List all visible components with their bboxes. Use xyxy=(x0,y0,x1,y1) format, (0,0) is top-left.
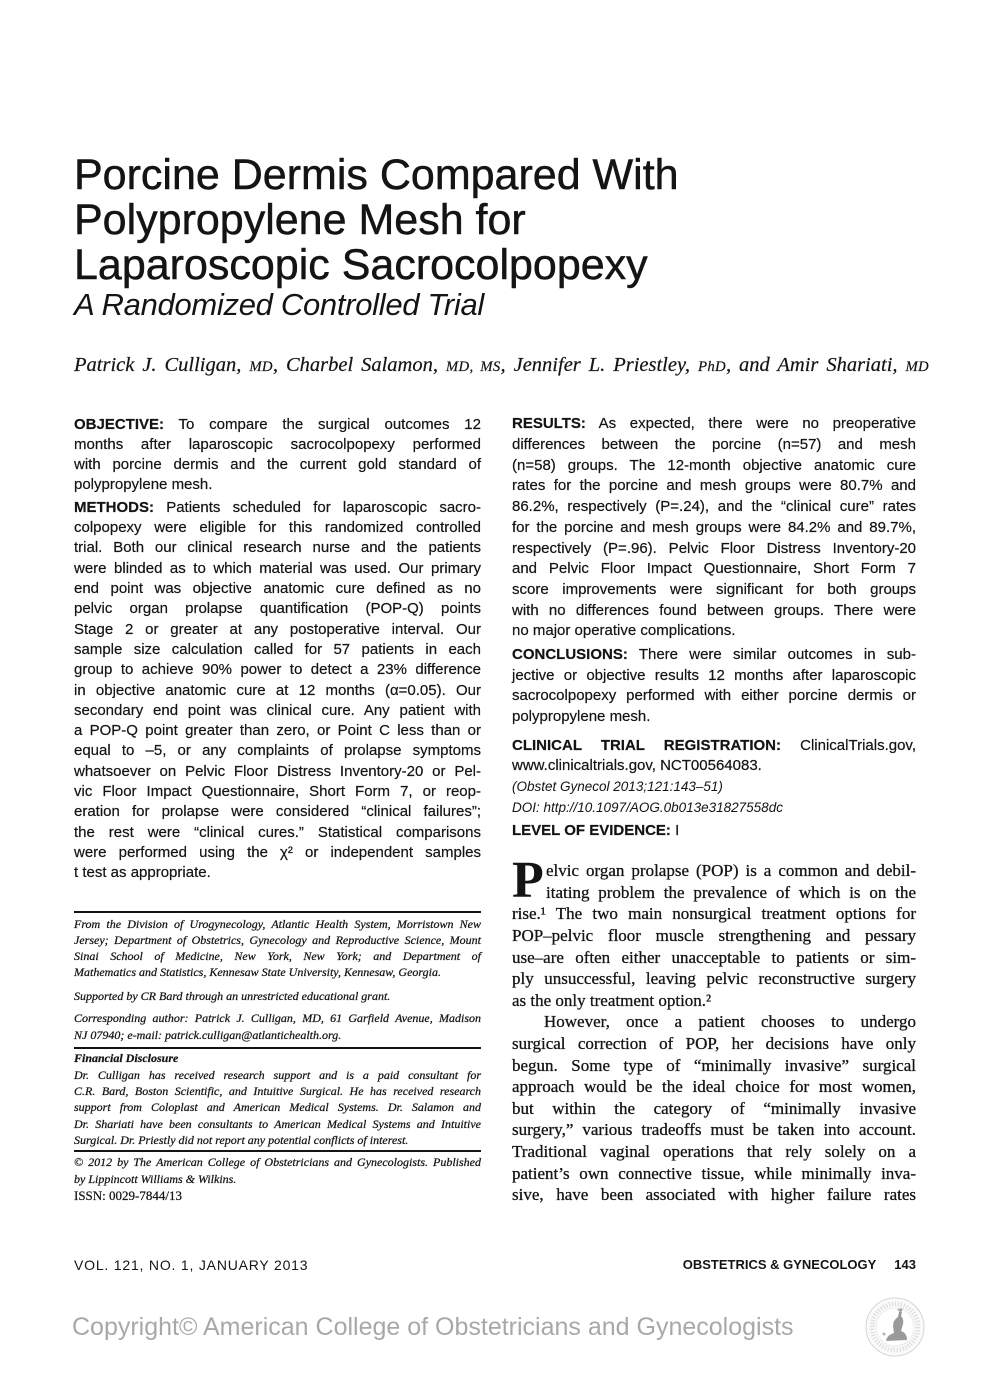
journal-name: OBSTETRICS & GYNECOLOGY xyxy=(682,1257,877,1272)
text-line: equal to –5, or any complaints of prolapse symptoms xyxy=(74,742,481,760)
text-line: vic Floor Impact Questionnaire, Short Form 7, or reop- xyxy=(74,783,481,801)
text-line: were blinded as to which material was used. Our primary xyxy=(74,559,481,577)
title-line: Laparoscopic Sacrocolpopexy xyxy=(74,241,648,289)
text-line: NJ 07940; e-mail: patrick.culligan@atlantichealth.org. xyxy=(74,1027,342,1042)
text-line: rates for the porcine and mesh groups were 80.7% and xyxy=(512,477,916,495)
text-line: differences between the porcine (n=57) and mesh xyxy=(512,436,916,453)
article-title xyxy=(74,153,679,288)
text-line: Corresponding author: Patrick J. Culligan, MD, 61 Garfield Avenue, Madison xyxy=(74,1011,481,1026)
affiliations xyxy=(74,916,481,981)
text-line: by Lippincott Williams & Wilkins. xyxy=(74,1171,237,1186)
abstract-left-column xyxy=(74,415,481,884)
text-line: pelvic organ prolapse quantification (POP-Q) points xyxy=(74,600,481,618)
author-degrees: MD xyxy=(905,359,930,375)
text-line: for the porcine and mesh groups were 84.2% and 89.7%, xyxy=(512,518,916,536)
text-line: jective or objective results 12 months after laparoscopic xyxy=(512,666,916,684)
journal-citation: (Obstet Gynecol 2013;121:143–51) xyxy=(512,779,723,795)
text-line: trial. Both our clinical research nurse and the patients xyxy=(74,539,481,557)
text-line: approach would be the ideal choice for most women, xyxy=(512,1077,916,1097)
author-name: Amir Shariati, xyxy=(777,354,898,376)
text-line: www.clinicaltrials.gov, NCT00564083. xyxy=(512,757,762,775)
text-line: C.R. Bard, Boston Scientific, and Intuitive Surgical. He has received research xyxy=(74,1083,481,1098)
text-line: in objective anatomic cure at 12 months (α=0.05). Our xyxy=(74,681,481,699)
doi: DOI: http://10.1097/AOG.0b013e31827558dc xyxy=(512,799,783,815)
text-line: polypropylene mesh. xyxy=(512,708,651,726)
divider xyxy=(74,1150,481,1152)
text-line: rise.¹ The two main nonsurgical treatment options for xyxy=(512,904,916,924)
divider xyxy=(74,1047,481,1049)
text-line: 86.2%, respectively (P=.24), and the “clinical cure” rates xyxy=(512,498,916,516)
level-of-evidence-label: LEVEL OF EVIDENCE: xyxy=(512,822,671,840)
copyright-notice xyxy=(74,1154,481,1187)
text-line: Mathematics and Statistics, Kennesaw State University, Kennesaw, Georgia. xyxy=(74,965,441,980)
abstract-methods xyxy=(74,498,481,884)
text-line: (n=58) groups. The 12-month objective anatomic cure xyxy=(512,456,916,474)
financial-disclosure-heading: Financial Disclosure xyxy=(74,1051,179,1066)
text-line: sive, have been associated with higher failure rates xyxy=(512,1185,916,1205)
text-line: group to achieve 90% power to detect a 23% difference xyxy=(74,661,481,679)
text-line: with porcine dermis and the current gold standard of xyxy=(74,456,481,474)
page-number: 143 xyxy=(894,1257,916,1272)
author-degrees: MD, MS xyxy=(445,359,501,375)
drop-cap: P xyxy=(512,852,544,909)
text-line: begun. Some type of “minimally invasive” surgical xyxy=(512,1055,916,1075)
text-line: respectively (P=.96). Pelvic Floor Distress Inventory-20 xyxy=(512,539,916,557)
text-line: the rest were “clinical cures.” Statistical comparisons xyxy=(74,823,481,841)
text-line: no major operative complications. xyxy=(512,622,736,640)
text-line: CONCLUSIONS: There were similar outcomes in sub- xyxy=(512,646,916,664)
text-line: elvic organ prolapse (POP) is a common and debil- xyxy=(546,861,916,881)
text-line: POP–pelvic floor muscle strengthening and pessary xyxy=(512,926,916,946)
author-degrees: PhD xyxy=(698,359,726,375)
text-line: support from Coloplast and American Medical Systems. Dr. Salamon and xyxy=(74,1100,481,1115)
text-line: Stage 2 or greater at any postoperative interval. Our xyxy=(74,620,481,638)
abstract-right-column xyxy=(512,414,916,841)
section-label: RESULTS: xyxy=(512,415,586,433)
abstract-objective xyxy=(74,415,481,496)
text-line: colpopexy were eligible for this randomized controlled xyxy=(74,519,481,537)
author-separator: , and xyxy=(725,354,770,376)
text-line: eration for prolapse were considered “clinical failures”; xyxy=(74,803,481,821)
abstract-results xyxy=(512,414,916,642)
text-line: a POP-Q point greater than zero, or Point C less than or xyxy=(74,722,481,740)
footnotes xyxy=(74,911,481,1205)
author-name: Patrick J. Culligan, xyxy=(74,354,242,376)
section-label: CONCLUSIONS: xyxy=(512,646,628,664)
title-line: Polypropylene Mesh for xyxy=(74,196,526,244)
section-label: CLINICAL TRIAL REGISTRATION: xyxy=(512,736,782,754)
article-subtitle: A Randomized Controlled Trial xyxy=(74,287,484,322)
text-line: Sinai School of Medicine, New York, New York; and Department of xyxy=(74,949,481,964)
text-line: surgical correction of POP, her decisions have only xyxy=(512,1034,916,1054)
corresponding-author xyxy=(74,1010,481,1043)
text-line: Traditional vaginal operations that rely solely on a xyxy=(512,1142,916,1162)
text-line: Surgical. Dr. Priestly did not report any potential conflicts of interest. xyxy=(74,1132,409,1147)
running-footer xyxy=(683,1257,916,1273)
text-line: Supported by CR Bard through an unrestricted educational grant. xyxy=(74,989,391,1004)
text-line: surgery,” various tradeoffs must be taken into account. xyxy=(512,1120,916,1140)
funding-statement xyxy=(74,988,481,1004)
text-line: end point was objective anatomic cure defined as no xyxy=(74,580,481,598)
author-name: Jennifer L. Priestley, xyxy=(513,354,691,376)
text-line: itating problem the prevalence of which is on the xyxy=(546,882,916,902)
title-line: Porcine Dermis Compared With xyxy=(74,151,679,199)
text-line: but within the category of “minimally invasive xyxy=(512,1098,916,1118)
text-line: with no differences found between groups. There were xyxy=(512,601,916,619)
text-line: secondary end point was clinical cure. Any patient with xyxy=(74,701,481,719)
author-name: Charbel Salamon, xyxy=(285,354,438,376)
text-line: ply unsuccessful, leaving pelvic reconstructive surgery xyxy=(512,969,916,989)
acog-seal-icon xyxy=(864,1296,926,1358)
divider xyxy=(74,911,481,913)
financial-disclosure-text xyxy=(74,1067,481,1148)
abstract-conclusions xyxy=(512,645,916,728)
body-paragraph xyxy=(512,1011,916,1205)
author-degrees: MD xyxy=(249,359,273,375)
text-line: t test as appropriate. xyxy=(74,864,211,882)
body-text xyxy=(512,860,916,1206)
text-line: Jersey; Department of Obstetrics, Gynecology and Reproductive Science, Mount xyxy=(74,932,481,947)
text-line: © 2012 by The American College of Obstetricians and Gynecologists. Published xyxy=(74,1155,481,1170)
text-line: patient’s own connective tissue, while minimally inva- xyxy=(512,1163,916,1183)
text-line: score improvements were significant for both groups xyxy=(512,580,916,598)
text-line: From the Division of Urogynecology, Atlantic Health System, Morristown New xyxy=(74,916,481,931)
text-line: OBJECTIVE: To compare the surgical outcomes 12 xyxy=(74,415,481,433)
author-separator: , xyxy=(500,354,506,376)
text-line: and Pelvic Floor Impact Questionnaire, Short Form 7 xyxy=(512,560,916,578)
copyright-watermark: Copyright© American College of Obstetricians and Gynecologists xyxy=(72,1313,794,1341)
text-line: use–are often either unacceptable to patients or sim- xyxy=(512,947,916,967)
level-of-evidence xyxy=(512,821,916,842)
text-line: were performed using the χ² or independent samples xyxy=(74,843,481,861)
volume-info: VOL. 121, NO. 1, JANUARY 2013 xyxy=(74,1257,309,1273)
text-line: polypropylene mesh. xyxy=(74,476,213,494)
level-of-evidence-value: I xyxy=(675,822,680,840)
issn: ISSN: 0029-7844/13 xyxy=(74,1187,182,1203)
text-line: whatsoever on Pelvic Floor Distress Inventory-20 or Pel- xyxy=(74,762,481,780)
text-line: CLINICAL TRIAL REGISTRATION: ClinicalTrials.gov, xyxy=(512,736,916,754)
section-label: OBJECTIVE: xyxy=(74,415,165,433)
text-line: METHODS: Patients scheduled for laparoscopic sacro- xyxy=(74,498,481,516)
body-paragraph xyxy=(512,860,916,1011)
text-line: sacrocolpopexy performed with either porcine dermis or xyxy=(512,687,916,705)
text-line: months after laparoscopic sacrocolpopexy performed xyxy=(74,435,481,453)
text-line: sample size calculation called for 57 patients in each xyxy=(74,640,481,658)
text-line: However, once a patient chooses to undergo xyxy=(544,1012,916,1032)
text-line: RESULTS: As expected, there were no preoperative xyxy=(512,415,916,433)
text-line: Dr. Shariati have been consultants to American Medical Systems and Intuitive xyxy=(74,1116,481,1131)
text-line: as the only treatment option.² xyxy=(512,990,712,1010)
author-separator: , xyxy=(272,354,278,376)
section-label: METHODS: xyxy=(74,498,154,516)
text-line: Dr. Culligan has received research support and is a paid consultant for xyxy=(74,1067,481,1082)
author-list xyxy=(74,353,929,379)
abstract-clinical-trial-registration xyxy=(512,736,916,777)
